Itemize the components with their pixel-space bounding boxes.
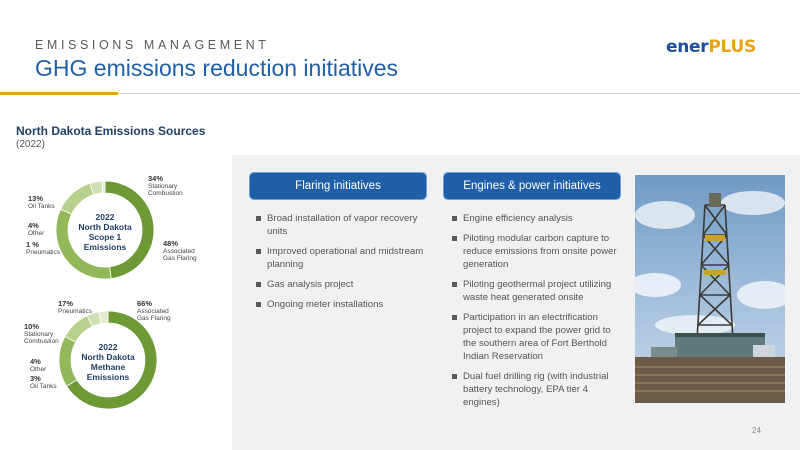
sources-title: North Dakota Emissions Sources	[16, 124, 206, 138]
annotation-stationary-combustion	[24, 322, 59, 345]
list-item: Engine efficiency analysis	[450, 212, 620, 225]
annotation-label: Other	[28, 230, 45, 237]
center-line: 2022	[95, 212, 115, 222]
logo-part-ener: ener	[666, 37, 709, 57]
annotation-value: 48%	[163, 239, 179, 248]
center-line: 2022	[98, 342, 118, 352]
annotation-oil-tanks	[30, 374, 57, 390]
engines-initiatives-list	[450, 212, 620, 416]
sources-subtitle: (2022)	[16, 139, 45, 150]
list-item: Broad installation of vapor recovery units	[254, 212, 429, 238]
annotation-value: 4%	[28, 221, 39, 230]
annotation-label: Pneumatics	[26, 249, 60, 256]
annotation-other	[30, 357, 46, 373]
annotation-label: Stationary Combustion	[148, 183, 183, 197]
annotation-value: 10%	[24, 322, 40, 331]
donut-center-label-methane	[73, 342, 143, 382]
annotation-pneumatics	[26, 240, 60, 256]
company-logo	[666, 37, 756, 57]
center-line: Emissions	[86, 372, 130, 382]
annotation-label: Other	[30, 366, 47, 373]
drilling-rig-photo	[635, 175, 785, 403]
donut-chart-methane	[58, 310, 158, 410]
annotation-value: 17%	[58, 299, 74, 308]
list-item: Improved operational and midstream planning	[254, 245, 429, 271]
list-item: Participation in an electrification project to expand the power grid to the southern area of Fort Berthold Indian Reservation	[450, 311, 620, 363]
page-title: GHG emissions reduction initiatives	[35, 55, 399, 81]
annotation-label: Oil Tanks	[28, 203, 55, 210]
annotation-value: 13%	[28, 194, 44, 203]
drilling-rig-image	[635, 175, 785, 403]
annotation-label: Pneumatics	[58, 308, 92, 315]
annotation-gas-flaring	[163, 239, 197, 262]
annotation-value: 3%	[30, 374, 41, 383]
header-accent-bar	[0, 92, 118, 95]
annotation-value: 34%	[148, 174, 164, 183]
donut-slice-stationary-combustion	[65, 316, 92, 343]
donut-slice-pneumatics	[102, 181, 105, 193]
list-item: Gas analysis project	[254, 278, 429, 291]
annotation-label: Associated Gas Flaring	[137, 308, 171, 322]
center-line: Emissions	[83, 242, 127, 252]
annotation-gas-flaring	[137, 299, 171, 322]
donut-chart-scope1	[55, 180, 155, 280]
engines-power-initiatives-button[interactable]: Engines & power initiatives	[444, 173, 620, 199]
annotation-oil-tanks	[28, 194, 55, 210]
section-kicker: EMISSIONS MANAGEMENT	[35, 38, 270, 52]
annotation-value: 4%	[30, 357, 41, 366]
flaring-initiatives-list	[254, 212, 429, 318]
list-item: Piloting geothermal project utilizing waste heat generated onsite	[450, 278, 620, 304]
list-item: Dual fuel drilling rig (with industrial battery technology, EPA tier 4 engines)	[450, 370, 620, 409]
center-line: Scope 1	[88, 232, 122, 242]
page-number: 24	[752, 426, 761, 435]
annotation-label: Oil Tanks	[30, 383, 57, 390]
annotation-other	[28, 221, 44, 237]
header-divider	[0, 93, 800, 94]
list-item: Piloting modular carbon capture to reduce emissions from onsite power generation	[450, 232, 620, 271]
donut-slice-oil-tanks	[61, 183, 94, 214]
center-line: North Dakota	[78, 222, 132, 232]
annotation-label: Stationary Combustion	[24, 331, 59, 345]
center-line: North Dakota	[81, 352, 135, 362]
annotation-value: 66%	[137, 299, 153, 308]
flaring-initiatives-button[interactable]: Flaring initiatives	[250, 173, 426, 199]
annotation-stationary-combustion	[148, 174, 186, 197]
annotation-value: 1 %	[26, 240, 39, 249]
center-line: Methane	[90, 362, 126, 372]
list-item: Ongoing meter installations	[254, 298, 429, 311]
donut-center-label-scope1	[70, 212, 140, 252]
annotation-label: Associated Gas Flaring	[163, 248, 197, 262]
annotation-pneumatics	[58, 299, 92, 315]
logo-part-plus: PLUS	[708, 37, 756, 57]
